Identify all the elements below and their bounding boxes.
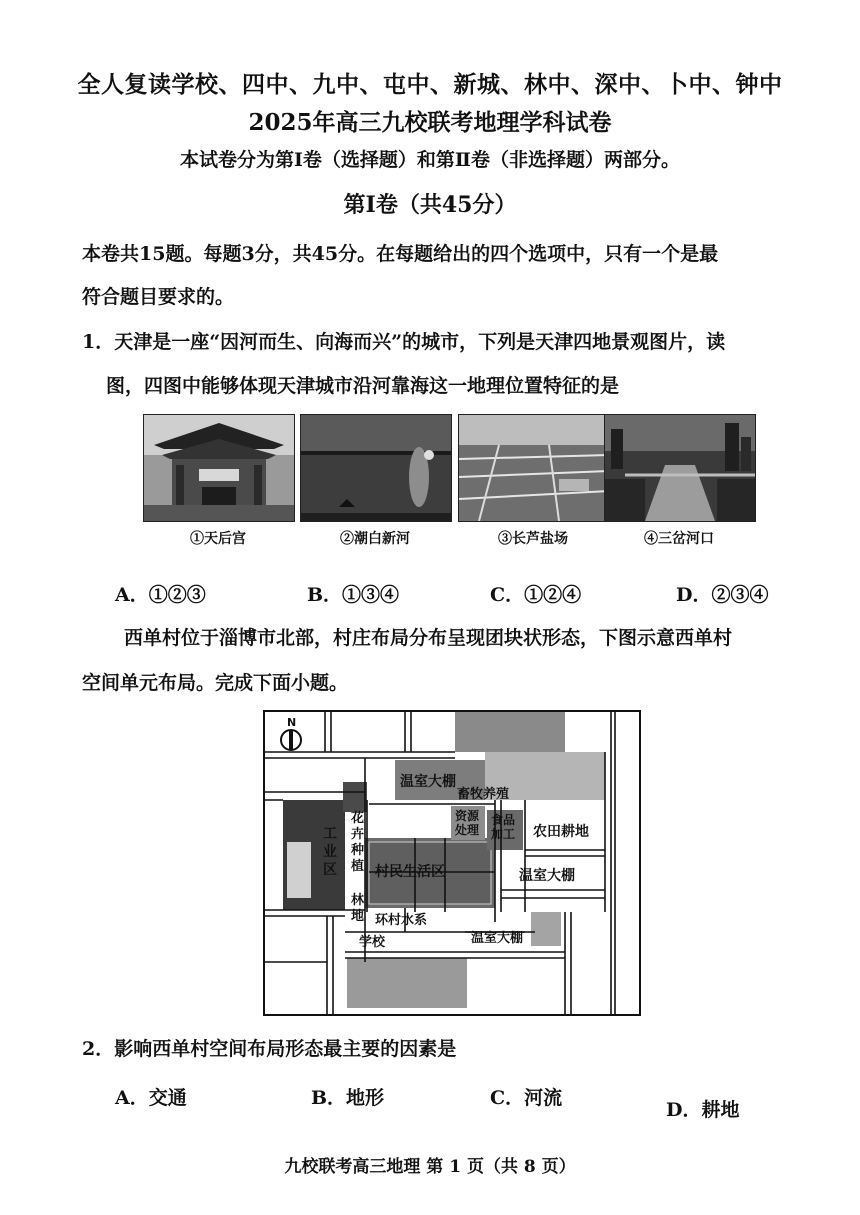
map-label-water: 环村水系 (375, 913, 428, 928)
question-2-option-d[interactable]: D．耕地 (666, 1099, 740, 1121)
village-layout-map (263, 710, 641, 1016)
river-sunset-photo (300, 414, 452, 522)
river-confluence-photo (604, 414, 756, 522)
map-label-flower-3: 种 (351, 843, 365, 858)
question-1-option-d[interactable]: D．②③④ (676, 584, 769, 606)
map-label-greenhouse-right: 温室大棚 (519, 868, 575, 884)
photo-caption-4: ④三岔河口 (644, 531, 714, 547)
map-label-forest-1: 林 (351, 893, 365, 908)
map-label-flower-4: 植 (351, 859, 365, 874)
question-2-option-b[interactable]: B．地形 (311, 1087, 385, 1109)
question-2-option-c[interactable]: C．河流 (490, 1087, 563, 1109)
map-label-industry-1: 工 (323, 826, 337, 842)
question-1-option-b[interactable]: B．①③④ (307, 584, 400, 606)
exam-title: 2025年高三九校联考地理学科试卷 (248, 109, 612, 136)
map-label-residential: 村民生活区 (375, 864, 445, 880)
question-1-stem-line-1: 1．天津是一座“因河而生、向海而兴”的城市，下列是天津四地景观图片，读 (82, 331, 726, 353)
section-title: 第Ⅰ卷（共45分） (343, 192, 517, 218)
map-label-school: 学校 (359, 935, 386, 950)
instructions-line-1: 本卷共15题。每题3分，共45分。在每题给出的四个选项中，只有一个是最 (82, 243, 719, 265)
map-label-farmland: 农田耕地 (533, 824, 589, 840)
page-footer: 九校联考高三地理 第 1 页（共 8 页） (284, 1157, 576, 1177)
map-label-forest-2: 地 (351, 909, 365, 924)
salt-field-photo (458, 414, 610, 522)
map-label-resource-1: 资源 (455, 809, 480, 823)
instructions-line-2: 符合题目要求的。 (82, 286, 235, 308)
map-label-resource-2: 处理 (455, 823, 480, 837)
question-1-stem-line-2: 图，四图中能够体现天津城市沿河靠海这一地理位置特征的是 (106, 375, 620, 397)
paper-structure-note: 本试卷分为第Ⅰ卷（选择题）和第Ⅱ卷（非选择题）两部分。 (180, 149, 680, 171)
photo-caption-2: ②潮白新河 (340, 531, 410, 547)
map-label-greenhouse-top: 温室大棚 (400, 774, 456, 790)
map-label-food-2: 加工 (491, 827, 516, 841)
passage-line-2: 空间单元布局。完成下面小题。 (82, 672, 349, 694)
map-label-flower-2: 卉 (351, 827, 365, 842)
photo-caption-3: ③长芦盐场 (498, 531, 568, 547)
map-label-greenhouse-bottom: 温室大棚 (471, 931, 524, 946)
question-2-option-a[interactable]: A．交通 (115, 1087, 187, 1109)
temple-gate-photo (143, 414, 295, 522)
question-1-option-c[interactable]: C．①②④ (490, 584, 582, 606)
map-label-livestock: 畜牧养殖 (457, 787, 510, 802)
passage-line-1: 西单村位于淄博市北部，村庄布局分布呈现团块状形态，下图示意西单村 (124, 627, 733, 649)
photo-caption-1: ①天后宫 (190, 531, 246, 547)
map-label-industry-2: 业 (323, 844, 337, 860)
school-list: 全人复读学校、四中、九中、屯中、新城、林中、深中、卜中、钟中 (77, 71, 783, 98)
map-label-industry-3: 区 (323, 862, 337, 878)
question-1-option-a[interactable]: A．①②③ (115, 584, 206, 606)
map-north-label: N (287, 716, 297, 729)
map-label-flower-1: 花 (351, 811, 365, 826)
map-label-food-1: 食品 (491, 813, 516, 827)
question-2-stem: 2．影响西单村空间布局形态最主要的因素是 (82, 1038, 457, 1060)
